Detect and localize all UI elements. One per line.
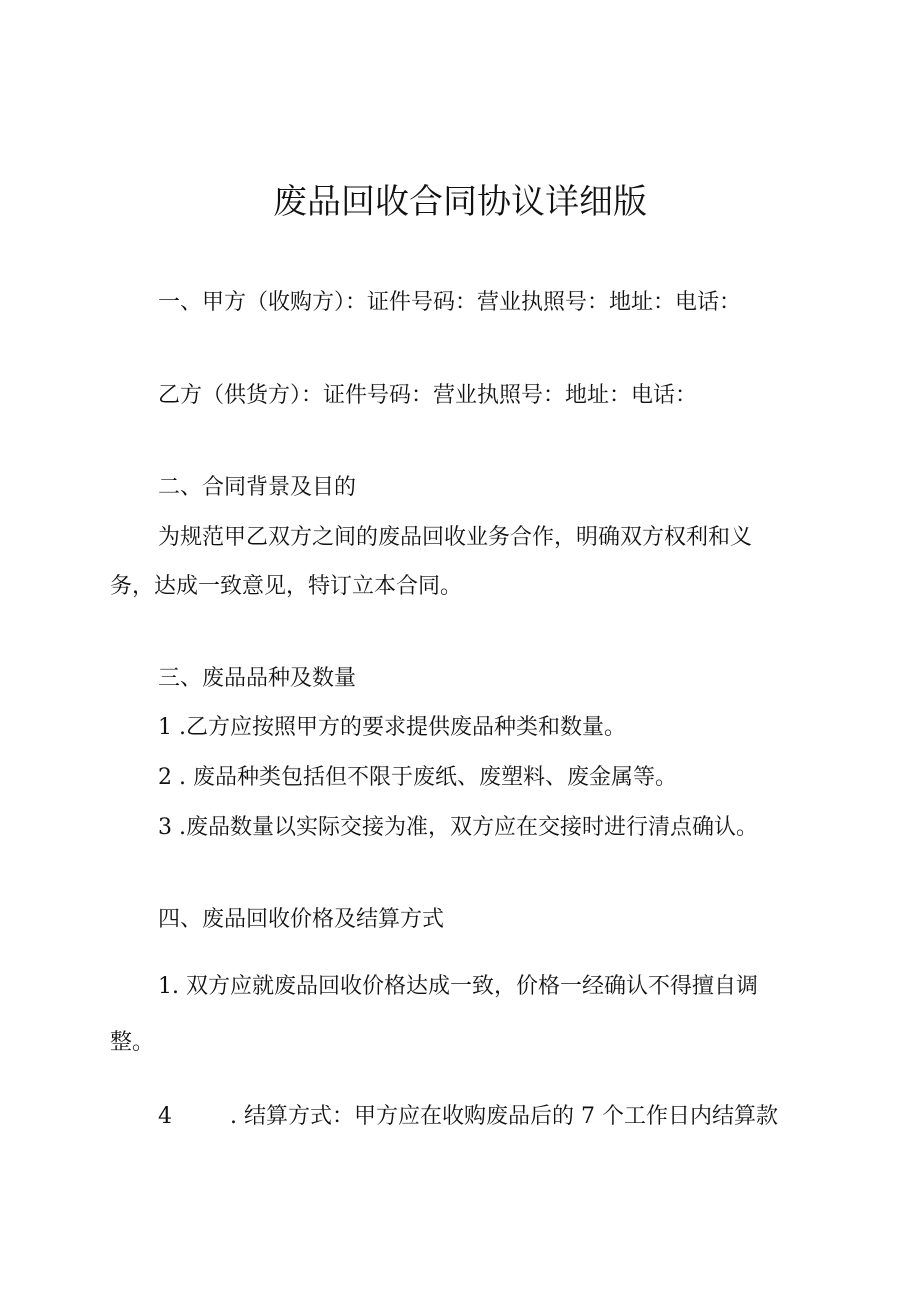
section4-item4-number: 4	[158, 1104, 172, 1129]
party-a-line: 一、甲方（收购方）：证件号码：营业执照号：地址：电话：	[158, 290, 742, 315]
party-b-line: 乙方（供货方）：证件号码：营业执照号：地址：电话：	[158, 383, 698, 408]
section4-item1-line2: 整。	[110, 1030, 155, 1055]
section2-heading: 二、合同背景及目的	[158, 475, 357, 500]
section3-heading: 三、废品品种及数量	[158, 666, 357, 691]
section3-item2: 2 . 废品种类包括但不限于废纸、废塑料、废金属等。	[158, 765, 677, 790]
section4-item4	[158, 1101, 778, 1133]
document-title: 废品回收合同协议详细版	[273, 182, 647, 222]
section3-item1: 1 .乙方应按照甲方的要求提供废品种类和数量。	[158, 715, 626, 740]
section4-item4-text: . 结算方式：甲方应在收购废品后的 7 个工作日内结算款	[230, 1104, 778, 1129]
section4-heading: 四、废品回收价格及结算方式	[158, 907, 445, 932]
section2-paragraph-line1: 为规范甲乙双方之间的废品回收业务合作，明确双方权利和义	[158, 525, 753, 550]
section2-paragraph-line2: 务，达成一致意见，特订立本合同。	[110, 574, 463, 599]
section4-item1-line1: 1. 双方应就废品回收价格达成一致，价格一经确认不得擅自调	[158, 974, 758, 999]
section3-item3: 3 .废品数量以实际交接为准，双方应在交接时进行清点确认。	[158, 815, 758, 840]
